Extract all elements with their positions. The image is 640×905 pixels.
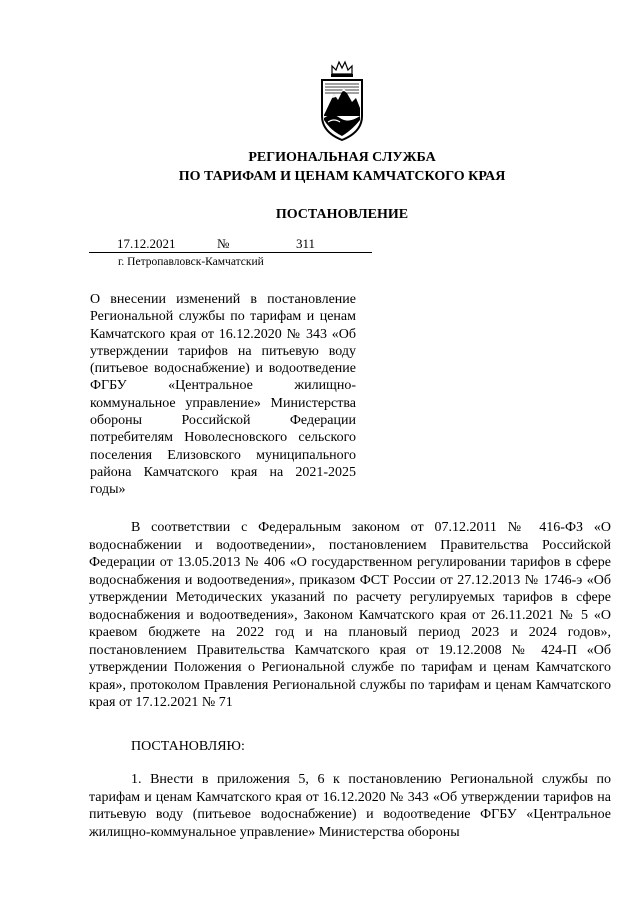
preamble-paragraph: В соответствии с Федеральным законом от 07.12.2011 № 416-ФЗ «О водоснабжении и водоотведении», постановлением Правительства Российской Федерации от 13.05.2013 № 406 «О государственном регулировании тарифов в сфере водоснабжения и водоотведения», приказом ФСТ России от 27.12.2013 № 1746-э «Об утверждении Методических указаний по расчету регулируемых тарифов в сфере водоснабжения и водоотведения», Законом Камчатского края от 26.11.2021 № 5 «О краевом бюджете на 2022 год и на плановый период 2023 и 2024 годов», постановлением Правительства Камчатского края от 19.12.2008 № 424-П «Об утверждении Положения о Региональной службе по тарифам и ценам Камчатского края», протоколом Правления Региональной службы по тарифам и ценам Камчатского края от 17.12.2021 № 71 [89,520,611,710]
number-sign: № [217,236,230,251]
org-name-line-1: РЕГИОНАЛЬНАЯ СЛУЖБА [248,150,436,165]
document-date: 17.12.2021 [117,236,176,251]
document-number: 311 [296,236,316,251]
decree-word: ПОСТАНОВЛЯЮ: [131,739,245,754]
document-subject: О внесении изменений в постановление Региональной службы по тарифам и ценам Камчатского края от 16.12.2020 № 343 «Об утверждении тарифов на питьевую воду (питьевое водоснабжение) и водоотведение ФГБУ «Центральное жилищно-коммунальное управление» Министерства обороны Российской Федерации потребителям Новолесновского сельского поселения Елизовского муниципального района Камчатского края на 2021-2025 годы» [90,292,356,498]
org-name-line-2: ПО ТАРИФАМ И ЦЕНАМ КАМЧАТСКОГО КРАЯ [178,169,506,184]
clause-1-paragraph: 1. Внести в приложения 5, 6 к постановлению Региональной службы по тарифам и ценам Камчатского края от 16.12.2020 № 343 «Об утверждении тарифов на питьевую воду (питьевое водоснабжение) и водоотведение ФГБУ «Центральное жилищно-коммунальное управление» Министерства обороны [89,772,611,840]
date-number-underline [89,252,372,253]
kamchatka-coat-of-arms-icon [318,60,366,142]
issuing-city: г. Петропавловск-Камчатский [118,256,264,268]
document-type-title: ПОСТАНОВЛЕНИЕ [275,207,409,222]
